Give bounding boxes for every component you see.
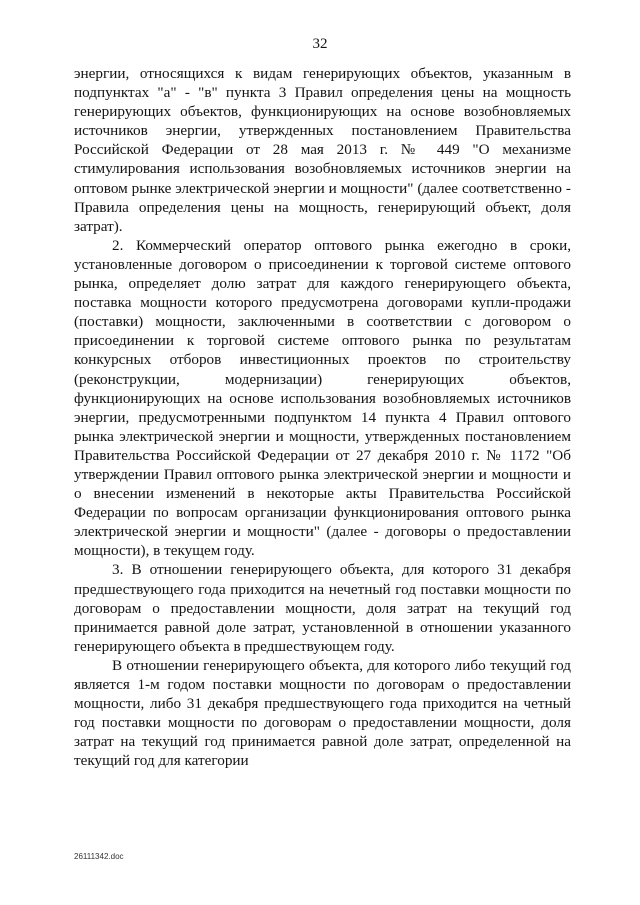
document-filename: 26111342.doc bbox=[74, 852, 124, 861]
paragraph-continuation: энергии, относящихся к видам генерирующих объектов, указанным в подпунктах "а" - "в" пункта 3 Правил определения цены на мощность генерирующих объектов, функционирующих на основе возобновляемых источников энергии, утвержденных постановлением Правительства Российской Федерации от 28 мая 2013 г. № 449 "О механизме стимулирования использования возобновляемых источников энергии на оптовом рынке электрической энергии и мощности" (далее соответственно - Правила определения цены на мощность, генерирующий объект, доля затрат). bbox=[74, 65, 571, 235]
document-body bbox=[74, 64, 571, 770]
paragraph-item-3-continued: В отношении генерирующего объекта, для которого либо текущий год является 1-м годом поставки мощности по договорам о предоставлении мощности, либо 31 декабря предшествующего года приходится на четный год поставки мощности по договорам о предоставлении мощности, доля затрат на текущий год принимается равной доле затрат, определенной на текущий год для категории bbox=[74, 656, 571, 770]
page-number: 32 bbox=[312, 36, 328, 52]
paragraph-item-3: 3. В отношении генерирующего объекта, для которого 31 декабря предшествующего года приходится на нечетный год поставки мощности по договорам о предоставлении мощности, доля затрат на текущий год принимается равной доле затрат, установленной в отношении указанного генерирующего объекта в предшествующем году. bbox=[74, 561, 571, 655]
paragraph-item-2: 2. Коммерческий оператор оптового рынка ежегодно в сроки, установленные договором о присоединении к торговой системе оптового рынка, определяет долю затрат для каждого генерирующего объекта, поставка мощности которого предусмотрена договорами купли-продажи (поставки) мощности, заключенными в соответствии с договором о присоединении к торговой системе оптового рынка по результатам конкурсных отборов инвестиционных проектов по строительству (реконструкции, модернизации) генерирующих объектов, функционирующих на основе использования возобновляемых источников энергии, предусмотренными подпунктом 14 пункта 4 Правил оптового рынка электрической энергии и мощности, утвержденных постановлением Правительства Российской Федерации от 27 декабря 2010 г. № 1172 "Об утверждении Правил оптового рынка электрической энергии и мощности и о внесении изменений в некоторые акты Правительства Российской Федерации по вопросам организации функционирования оптового рынка электрической энергии и мощности" (далее - договоры о предоставлении мощности), в текущем году. bbox=[74, 236, 571, 560]
